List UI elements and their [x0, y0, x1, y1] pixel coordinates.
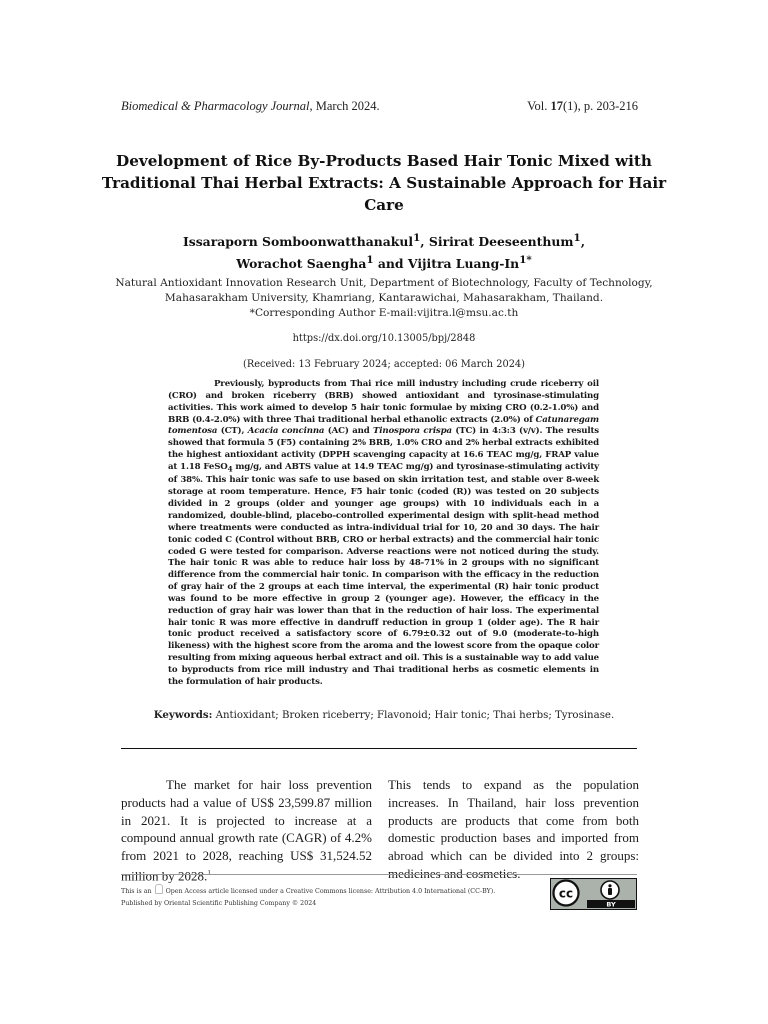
- received-dates: (Received: 13 February 2024; accepted: 06 March 2024): [243, 359, 525, 370]
- keywords: [100, 709, 668, 721]
- species-name: Acacia concinna: [247, 426, 325, 437]
- abstract-paragraph: [168, 379, 599, 689]
- body-column-left: [121, 776, 372, 885]
- section-divider: [121, 748, 637, 749]
- footer-divider: [121, 874, 637, 875]
- author-affiliation-mark: 1: [573, 232, 581, 244]
- person-body-icon: [608, 888, 612, 895]
- body-paragraph: This tends to expand as the population increases. In Thailand, hair loss prevention products are products that come from both domestic production bases and imported from abroad which can be divided into 2 groups: medicines and cosmetics.: [388, 777, 639, 881]
- abstract: [168, 379, 599, 689]
- body-text: The market for hair loss prevention products had a value of US$ 23,599.87 million in 2021. It is projected to increase at a compound annual growth rate (CAGR) of 4.2% from 2021 to 2028, reaching US$ 31,524.52 million by 2028.: [121, 777, 372, 884]
- license-text: This is an: [121, 888, 152, 895]
- article-title: Development of Rice By-Products Based Hair Tonic Mixed with Traditional Thai Herbal Extracts: A Sustainable Approach for Hair Care: [101, 152, 667, 214]
- keywords-label: Keywords:: [153, 709, 213, 721]
- corresponding-author[interactable]: *Corresponding Author E-mail:vijitra.l@msu.ac.th: [249, 307, 519, 319]
- affiliation: [100, 276, 668, 321]
- abstract-text: Previously, byproducts from Thai rice mill industry including crude riceberry oil (CRO) and broken riceberry (BRB) showed antioxidant and tyrosinase-stimulating activities. This work aimed to develop 5 hair tonic formulae by mixing CRO (0.2-1.0%) and BRB (0.4-2.0%) with three Thai traditional herbal ethanolic extracts (2.0%) of: [168, 379, 599, 425]
- author-list: Issaraporn Somboonwatthanakul$^1$, Sirirat Deeseenthum$^1$, Worachot Saengha$^1$ and Vijitra Luang-$In^{1*}$: [182, 232, 586, 272]
- affiliation-line: Mahasarakham University, Khamriang, Kantarawichai, Mahasarakham, Thailand.: [164, 292, 604, 304]
- abstract-text: mg/g, and ABTS value at 14.9 TEAC mg/g) and tyrosinase-stimulating activity of 38%. This hair tonic was safe to use based on skin irritation test, and stable over 8-week storage at room temperature. Hence, F5 hair tonic (coded (R)) was tested on 20 subjects divided in 2 groups (older and younger age groups) with 10 individuals each in a randomized, double-blind, placebo-controlled experimental design with split-head method where treatments were conducted as intra-individual trial for 10, 20 and 30 days. The hair tonic coded C (Control without BRB, CRO or herbal extracts) and the commercial hair tonic coded G were tested for comparison. Adverse reactions were not noticed during the study. The hair tonic R was able to reduce hair loss by 48-71% in 2 groups with no significant difference from the commercial hair tonic. In comparison with the efficacy in the reduction of gray hair of the 2 groups at each time interval, the experimental (R) hair tonic product was found to be more effective in group 2 (younger age). However, the efficacy in the reduction of gray hair was lower than that in the reduction of hair loss. The experimental hair tonic R was more effective in dandruff reduction in group 1 (older age). The R hair tonic product received a satisfactory score of 6.79±0.32 out of 9.0 (moderate-to-high likeness) with the highest score from the aroma and the lowest score from the opaque color resulting from mixing aqueous herbal extract and oil. This is a sustainable way to add value to byproducts from rice mill industry and Thai traditional herbs as cosmetic elements in the formulation of hair products.: [168, 461, 599, 687]
- journal-citation: [121, 99, 380, 114]
- author-conjunction: and: [377, 256, 404, 272]
- volume-suffix: (1), p. 203-216: [563, 99, 638, 113]
- reference-marker[interactable]: 1: [207, 868, 211, 877]
- chemical-subscript: 4: [227, 464, 233, 474]
- cc-logo-text: cc: [558, 886, 574, 901]
- volume-prefix: Vol.: [527, 99, 551, 113]
- author-affiliation-mark: 1*: [519, 254, 532, 267]
- volume-number: 17: [550, 99, 563, 113]
- license-text[interactable]: Open Access article licensed under a Creative Commons license: Attribution 4.0 International (CC-BY).: [165, 888, 496, 895]
- species-name: Catunaregam tomentosa: [168, 414, 599, 437]
- author-name: Vijitra Luang-In: [407, 256, 520, 272]
- author-affiliation-mark: 1: [413, 232, 421, 244]
- issue-date: , March 2024.: [309, 99, 380, 113]
- author-name: Worachot Saengha: [236, 256, 367, 272]
- keywords-list: Antioxidant; Broken riceberry; Flavonoid; Hair tonic; Thai herbs; Tyrosinase.: [212, 710, 615, 721]
- author-name: Sirirat Deeseenthum: [428, 234, 574, 250]
- running-header: [121, 99, 638, 114]
- author-affiliation-mark: 1: [366, 254, 374, 267]
- abstract-text: (AC) and: [324, 426, 373, 437]
- person-head-icon: [608, 884, 611, 887]
- by-label: BY: [606, 900, 616, 909]
- author-name: Issaraporn Somboonwatthanakul: [182, 234, 414, 250]
- license-line: [121, 884, 551, 898]
- open-access-lock-icon: [155, 884, 163, 894]
- license-footer: [121, 884, 551, 911]
- abstract-text: (TC) in 4:3:3 (v/v). The results showed that formula 5 (F5) containing 2% BRB, 1.0% CRO and 2% herbal extracts exhibited the highest antioxidant activity (DPPH scavenging capacity at 16.6 TEAC mg/g, FRAP value at 1.18 FeSO: [168, 426, 599, 472]
- journal-name: Biomedical & Pharmacology Journal: [121, 99, 310, 113]
- volume-pages: [527, 99, 638, 114]
- species-name: Tinospora crispa: [372, 426, 452, 437]
- publisher-line: Published by Oriental Scientific Publishing Company © 2024: [121, 900, 317, 908]
- cc-by-badge-graphic: [551, 879, 636, 909]
- affiliation-line: Natural Antioxidant Innovation Research Unit, Department of Biotechnology, Faculty of Technology,: [115, 277, 653, 289]
- body-paragraph: [121, 776, 372, 885]
- cc-by-license-badge[interactable]: [550, 878, 637, 910]
- abstract-text: (CT),: [217, 426, 248, 437]
- doi-link[interactable]: https://dx.doi.org/10.13005/bpj/2848: [292, 333, 476, 344]
- body-column-right: [388, 776, 639, 883]
